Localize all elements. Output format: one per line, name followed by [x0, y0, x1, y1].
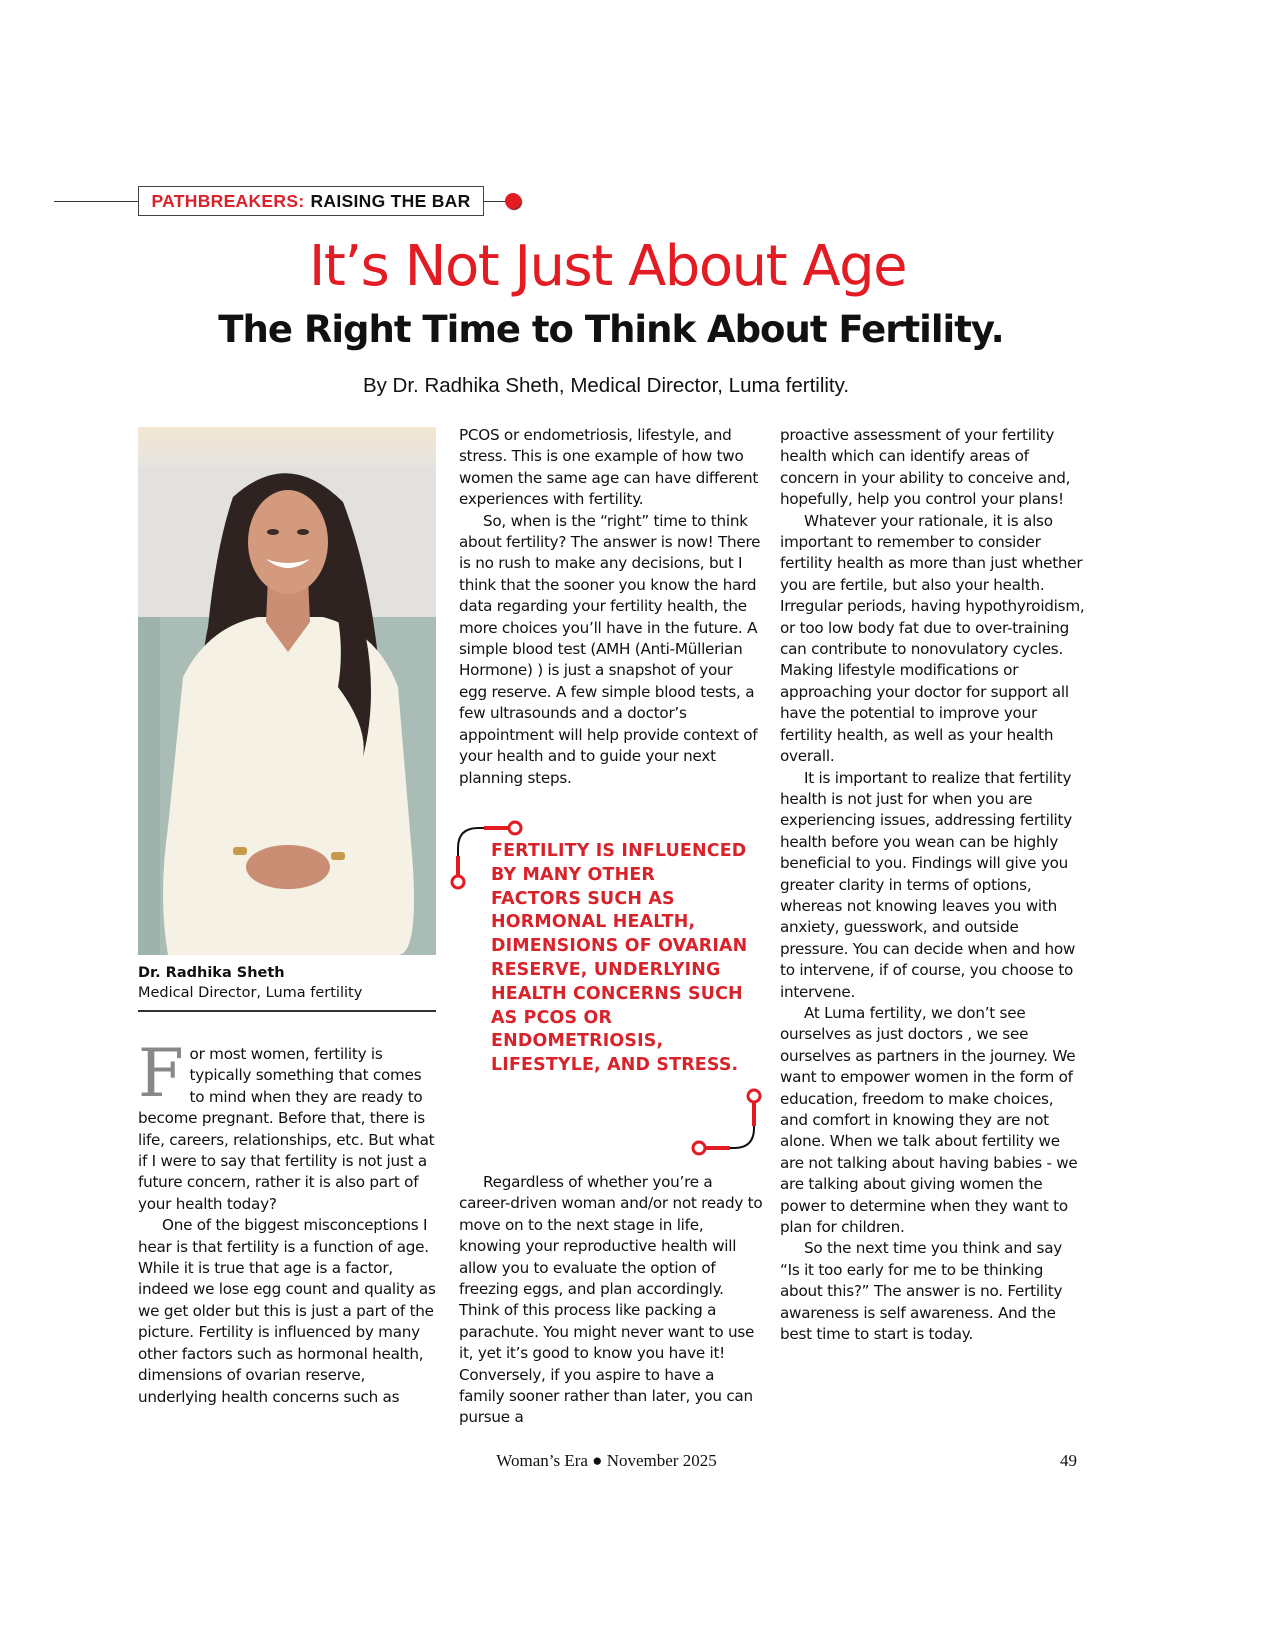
pullquote-connector-bottom-icon	[688, 1086, 768, 1158]
section-rule-left	[54, 201, 138, 202]
pull-quote: FERTILITY IS INFLUENCED BY MANY OTHER FACTORS SUCH AS HORMONAL HEALTH, DIMENSIONS OF OVARIAN RESERVE, UNDERLYING HEALTH CONCERNS SUCH AS PCOS OR ENDOMETRIOSIS, LIFESTYLE, AND STRESS.	[491, 841, 748, 1076]
section-label	[138, 186, 484, 216]
caption-divider	[138, 1010, 436, 1012]
author-photo	[138, 427, 436, 955]
dress	[163, 617, 414, 955]
subheadline: The Right Time to Think About Fertility.	[218, 308, 1004, 351]
body-column-1	[138, 1035, 438, 1408]
paragraph: It is important to realize that fertility health is not just for when you are experiencing issues, addressing fertility health before you wean can be highly beneficial to you. Findings will give you greater clarity in terms of options, whereas not knowing leaves you with anxiety, guesswork, and outside pressure. You can decide when and how to intervene, if of course, you choose to intervene.	[780, 768, 1076, 1001]
body-column-3	[780, 425, 1085, 1345]
paragraph: Regardless of whether you’re a career-driven woman and/or not ready to move on to the next stage in life, knowing your reproductive health will allow you to evaluate the option of freezing eggs, and plan accordingly. Think of this process like packing a parachute. You might never want to use it, yet it’s good to know you have it! Conversely, if you aspire to have a family sooner rather than later, you can pursue a	[459, 1173, 763, 1427]
paragraph: So the next time you think and say “Is it too early for me to be thinking about this?” The answer is no. Fertility awareness is self awareness. And the best time to start is today.	[780, 1239, 1063, 1344]
photo-caption-name: Dr. Radhika Sheth	[138, 965, 285, 981]
body-column-2	[459, 425, 764, 789]
section-rule-right	[484, 201, 506, 202]
drop-cap: F	[138, 1035, 184, 1112]
portrait-illustration	[138, 427, 436, 955]
byline: By Dr. Radhika Sheth, Medical Director, Luma fertility.	[362, 374, 850, 397]
red-dot-icon	[505, 193, 521, 209]
paragraph: So, when is the “right” time to think about fertility? The answer is now! There is no rush to make any decisions, but I think that the sooner you know the hard data regarding your fertility health, the more choices you’ll have in the future. A simple blood test (AMH (Anti-Müllerian Hormone) ) is just a snapshot of your egg reserve. A few simple blood tests, a few ultrasounds and a doctor’s appointment will help provide context of your health and to guide your next planning steps.	[459, 511, 761, 787]
paragraph: Whatever your rationale, it is also important to remember to consider fertility health as more than just whether you are fertile, but also your health. Irregular periods, having hypothyroidism, or too low body fat due to over-training can contribute to nonovulatory cycles. Making lifestyle modifications or approaching your doctor for support all have the potential to improve your fertility health, as well as your health overall.	[780, 511, 1085, 766]
paragraph: At Luma fertility, we don’t see ourselves as just doctors , we see ourselves as partners in the journey. We want to empower women in the form of education, freedom to make choices, and comfort in knowing they are not alone. When we talk about fertility we are not talking about having babies - we are talking about giving women the power to determine when they want to plan for children.	[780, 1003, 1078, 1237]
page-number: 49	[1060, 1451, 1077, 1470]
paragraph-text: or most women, fertility is typically something that comes to mind when they are ready to become pregnant. Before that, there is life, careers, relationships, etc. But what if I were to say that fertility is not just a future concern, rather it is also part of your health today?	[138, 1045, 435, 1213]
headline: It’s Not Just About Age	[308, 234, 907, 299]
hands	[246, 845, 330, 889]
photo-caption-role: Medical Director, Luma fertility	[138, 985, 363, 1001]
face	[248, 490, 328, 594]
paragraph: One of the biggest misconceptions I hear is that fertility is a function of age. While it is true that age is a factor, indeed we lose egg count and quality as we get older but this is just a part of the picture. Fertility is influenced by many other factors such as hormonal health, dimensions of ovarian reserve, underlying health concerns such as	[138, 1216, 436, 1406]
paragraph	[138, 1035, 438, 1215]
paragraph: proactive assessment of your fertility health which can identify areas of concern in your ability to conceive and, hopefully, help you control your plans!	[780, 426, 1071, 509]
section-label-title: RAISING THE BAR	[310, 190, 471, 211]
paragraph: PCOS or endometriosis, lifestyle, and stress. This is one example of how two women the same age can have different experiences with fertility.	[459, 426, 759, 509]
section-label-series: PATHBREAKERS:	[151, 190, 305, 211]
footer-publication: Woman’s Era ● November 2025	[496, 1451, 717, 1470]
body-column-2-continued	[459, 1172, 764, 1429]
